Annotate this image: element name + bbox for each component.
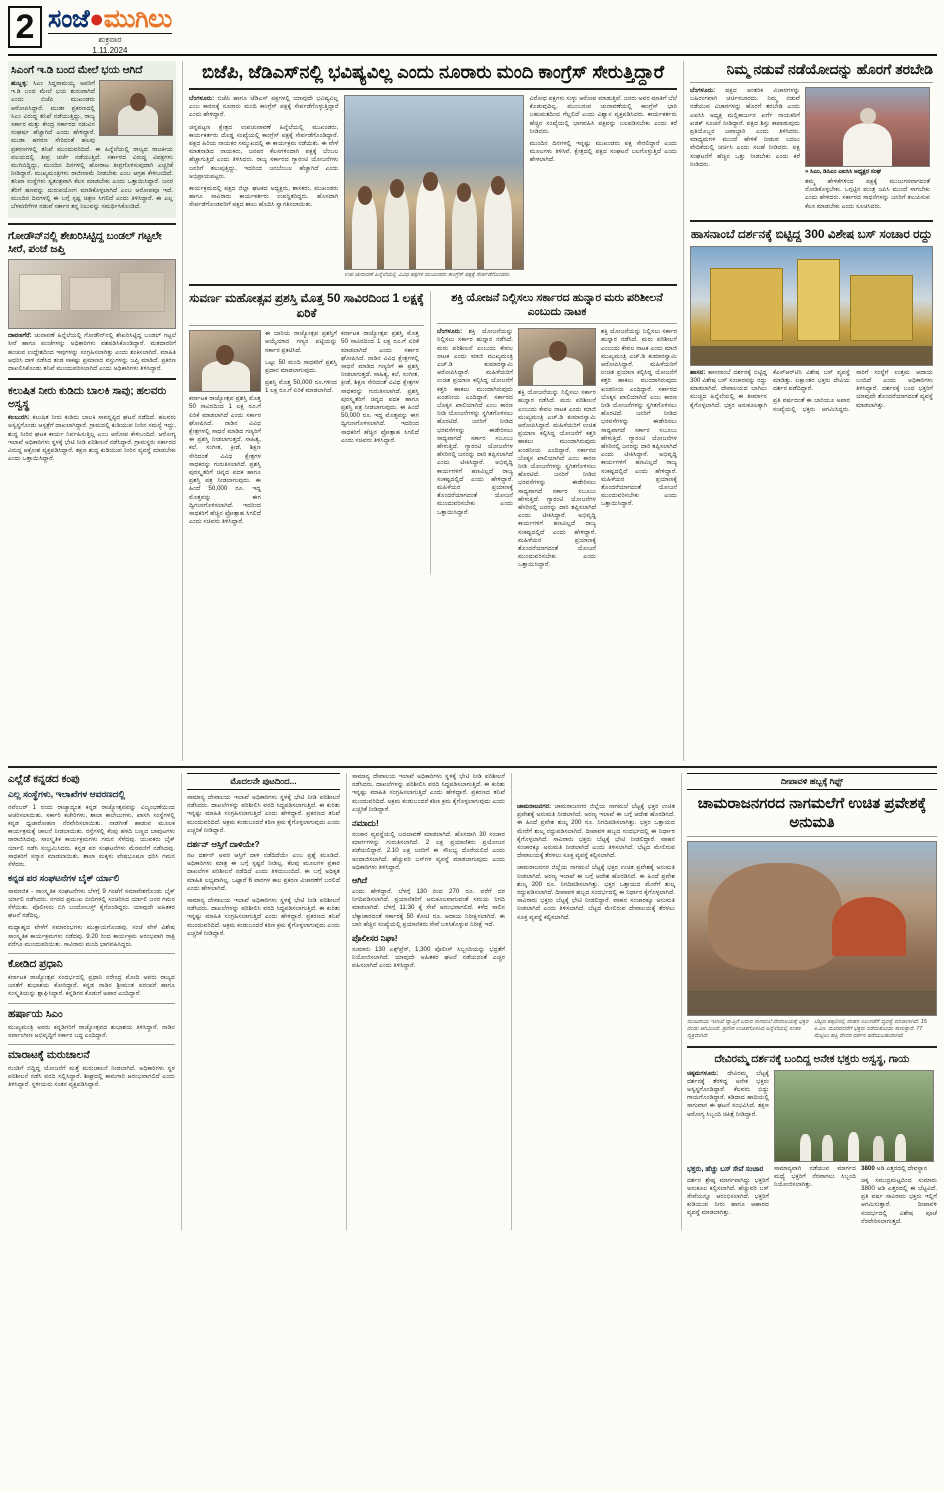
story-ed-fear-body: ಹುಬ್ಬಳ್ಳಿ: ಸಿಎಂ ಸಿದ್ದರಾಮಯ್ಯ ಅವರಿಗೆ ಇ.ಡಿ ಬಂದ ಮೇಲೆ ಭಯ ಶುರುವಾಗಿದೆ ಎಂದು ಬಿಜೆಪಿ ಮುಖಂಡರು ಆರೋಪಿಸಿದ್ದಾರೆ. ಮುಡಾ ಪ್ರಕರಣದಲ್ಲಿ ಸಿಎಂ ವಿರುದ್ಧ ತನಿಖೆ ನಡೆಯುತ್ತಿದ್ದು, ರಾಜ್ಯ ಸರ್ಕಾರ ಮತ್ತು ಕೇಂದ್ರ ಸರ್ಕಾರದ ನಡುವಿನ ಸಂಘರ್ಷ ಹೆಚ್ಚಾಗಿದೆ ಎಂದು ಹೇಳಿದ್ದಾರೆ. ಮುಡಾ ಹಗರಣ ಸೇರಿದಂತೆ ಹಲವು ಪ್ರಕರಣಗಳಲ್ಲಿ ತನಿಖೆ ಮುಂದುವರಿದಿದೆ. ಈ ಹಿನ್ನೆಲೆಯಲ್ಲಿ ರಾಜ್ಯದ ರಾಜಕೀಯ ವಲಯದಲ್ಲಿ ತೀವ್ರ ಚರ್ಚೆ ನಡೆಯುತ್ತಿದೆ. ಸರ್ಕಾರದ ವಿರುದ್ಧ ವಿಪಕ್ಷಗಳು ಮುಗಿಬಿದ್ದಿದ್ದು, ಮುಂದಿನ ದಿನಗಳಲ್ಲಿ ಹೋರಾಟ ತೀವ್ರಗೊಳಿಸುವುದಾಗಿ ಎಚ್ಚರಿಕೆ ನೀಡಿದ್ದಾರೆ. ಮುಖ್ಯಮಂತ್ರಿಗಳು ರಾಜೀನಾಮೆ ನೀಡಬೇಕು ಎಂಬ ಆಗ್ರಹ ಕೇಳಿಬಂದಿದೆ. ತನಿಖಾ ಸಂಸ್ಥೆಗಳು ಸ್ವತಂತ್ರವಾಗಿ ಕೆಲಸ ಮಾಡಬೇಕು ಎಂದು ಒತ್ತಾಯಿಸಿದ್ದಾರೆ. ಜನರ ತೆರಿಗೆ ಹಣವನ್ನು ದುರುಪಯೋಗ ಮಾಡಿಕೊಳ್ಳಲಾಗಿದೆ ಎಂಬ ಆರೋಪವೂ ಇದೆ. ಮುಂದಿನ ದಿನಗಳಲ್ಲಿ ಈ ಬಗ್ಗೆ ಸ್ಪಷ್ಟ ಚಿತ್ರಣ ಸಿಗಲಿದೆ ಎಂದು ತಿಳಿಸಿದ್ದಾರೆ. ಈ ಎಲ್ಲ ಬೆಳವಣಿಗೆಗಳ ನಡುವೆ ಸರ್ಕಾರ ತನ್ನ ನಿಲುವನ್ನು ಸಮರ್ಥಿಸಿಕೊಂಡಿದೆ. [11,80,173,211]
story-nimma-photo [805,87,930,167]
story-devi-body: ಚಿಕ್ಕಮಗಳೂರು: ದೇವಿರಮ್ಮ ಬೆಟ್ಟಕ್ಕೆ ದರ್ಶನಕ್ಕೆ ತೆರಳಿದ್ದ ಅನೇಕ ಭಕ್ತರು ಅಸ್ವಸ್ಥಗೊಂಡಿದ್ದಾರೆ. ಕೆಲವರು ಬಿದ್ದು ಗಾಯಗೊಂಡಿದ್ದಾರೆ. ಕಡಿದಾದ ಹಾದಿಯಲ್ಲಿ ಸಾಗುವಾಗ ಈ ಘಟನೆ ಸಂಭವಿಸಿದೆ. ತಕ್ಷಣ ಆರೋಗ್ಯ ಸಿಬ್ಬಂದಿ ಚಿಕಿತ್ಸೆ ನೀಡಿದ್ದಾರೆ. [687,1069,769,1118]
story-godown-seizure [8,230,176,373]
story-kannada-body: ನವೆಂಬರ್ 1 ರಂದು ರಾಜ್ಯಾದ್ಯಂತ ಕನ್ನಡ ರಾಜ್ಯೋತ್ಸವವನ್ನು ವಿಜೃಂಭಣೆಯಿಂದ ಆಚರಿಸಲಾಯಿತು. ಸರ್ಕಾರಿ ಕಚೇರಿಗಳು, ಶಾಲಾ ಕಾಲೇಜುಗಳು, ಖಾಸಗಿ ಸಂಸ್ಥೆಗಳಲ್ಲಿ ಕನ್ನಡ ಧ್ವಜಾರೋಹಣ ನೆರವೇರಿಸಲಾಯಿತು. ನಾಡಗೀತೆ ಹಾಡುವ ಮೂಲಕ ಕಾರ್ಯಕ್ರಮಕ್ಕೆ ಚಾಲನೆ ನೀಡಲಾಯಿತು. ರಸ್ತೆಗಳಲ್ಲಿ ಕೆಂಪು ಹಳದಿ ಬಣ್ಣದ ಬಾವುಟಗಳು ರಾರಾಜಿಸಿದವು. ಸಾಂಸ್ಕೃತಿಕ ಕಾರ್ಯಕ್ರಮಗಳು ಗಮನ ಸೆಳೆದವು. ಯುವಕರು ಬೈಕ್ ರ್ಯಾಲಿ ನಡೆಸಿ ಸಂಭ್ರಮಿಸಿದರು. ಕನ್ನಡ ಪರ ಸಂಘಟನೆಗಳು ಮೆರವಣಿಗೆ ನಡೆಸಿದವು. ಸಾಧಕರಿಗೆ ಸನ್ಮಾನ ಮಾಡಲಾಯಿತು. ಶಾಲಾ ಮಕ್ಕಳು ವೇಷಭೂಷಣ ಧರಿಸಿ ಗಮನ ಸೆಳೆದರು. [8,803,175,868]
story-chamaraja-headline: ಚಾಮರಾಜನಗರದ ನಾಗಮಲೆಗೆ ಉಚಿತ ಪ್ರವೇಶಕ್ಕೆ ಅನುಮತಿ [697,795,927,831]
story-shakti-headline: ಶಕ್ತಿ ಯೋಜನೆ ನಿಲ್ಲಿಸಲು ಸರ್ಕಾರದ ಹುನ್ನಾರ ಮರು ಪರಿಶೀಲನೆ ಎಂಬುದು ನಾಟಕ [451,292,663,319]
main-column [182,61,677,761]
story-nimma-body: ಬೆಂಗಳೂರು: ಪಕ್ಷದ ಆಂತರಿಕ ವಿಚಾರಗಳನ್ನು ಬಹಿರಂಗವಾಗಿ ಚರ್ಚಿಸಬಾರದು. ನಿಮ್ಮ ನಡುವೆ ನಡೆಯುವ ವಿಚಾರಗಳನ್ನು ಹೊರಗೆ ತರಬೇಡಿ ಎಂದು ಎಐಸಿಸಿ ಅಧ್ಯಕ್ಷ ಮಲ್ಲಿಕಾರ್ಜುನ ಖರ್ಗೆ ನಾಯಕರಿಗೆ ಖಡಕ್ ಸೂಚನೆ ನೀಡಿದ್ದಾರೆ. ಪಕ್ಷದ ಶಿಸ್ತು ಕಾಪಾಡುವುದು ಪ್ರತಿಯೊಬ್ಬರ ಜವಾಬ್ದಾರಿ ಎಂದು ತಿಳಿಸಿದರು. ಮಾಧ್ಯಮಗಳ ಮುಂದೆ ಹೇಳಿಕೆ ನೀಡುವ ಬದಲು ವೇದಿಕೆಯಲ್ಲಿ ಚರ್ಚಿಸಿ ಎಂದು ಸಲಹೆ ನೀಡಿದರು. ಪಕ್ಷ ಸಂಘಟನೆಗೆ ಹೆಚ್ಚಿನ ಒತ್ತು ನೀಡಬೇಕು ಎಂದು ಕರೆ ನೀಡಿದರು. [690,87,800,168]
publication-logo: ಸಂಜೆ●ಮುಗಿಲು [48,5,172,33]
story-devi-headline: ದೇವಿರಮ್ಮ ದರ್ಶನಕ್ಕೆ ಬಂದಿದ್ದ ಅನೇಕ ಭಕ್ತರು ಅಸ್ವಸ್ಥ, ಗಾಯ [714,1052,910,1065]
masthead-date: 1.11.2024 [92,46,128,55]
story-kannada-body2: ಸಾಮಾಜಿಕ - ಸಾಂಸ್ಕೃತಿಕ ಸಂಘಟನೆಗಳು ಬೆಳಗ್ಗೆ 9 ಗಂಟೆಗೆ ಸಮಾವೇಶಗೊಂಡು ಬೈಕ್ ರ್ಯಾಲಿ ನಡೆಸಿದರು. ನಗರದ ಪ್ರಮುಖ ಬೀದಿಗಳಲ್ಲಿ ಸಂಚರಿಸಿದ ರ್ಯಾಲಿ ಜನರ ಗಮನ ಸೆಳೆಯಿತು. ಪೊಲೀಸರು ಬಿಗಿ ಬಂದೋಬಸ್ತ್ ಕೈಗೊಂಡಿದ್ದರು. ಯಾವುದೇ ಅಹಿತಕರ ಘಟನೆ ನಡೆದಿಲ್ಲ. ಮಧ್ಯಾಹ್ನದ ವೇಳೆಗೆ ಸಮಾರಂಭಗಳು ಮುಕ್ತಾಯಗೊಂಡವು. ಸಂಜೆ ವೇಳೆ ವಿಶೇಷ ಸಾಂಸ್ಕೃತಿಕ ಕಾರ್ಯಕ್ರಮಗಳು ನಡೆದವು. 9.20 ರಿಂದ ಕಾರ್ಯಕ್ರಮ ಆರಂಭವಾಗಿ ರಾತ್ರಿ ವರೆಗೂ ಮುಂದುವರಿಯಿತು. ಸಾವಿರಾರು ಮಂದಿ ಭಾಗವಹಿಸಿದ್ದರು. [8,887,175,948]
story-chamaraja-photo [687,841,937,1016]
story-suvarna-sidelist: ಈ ಬಾರಿಯ ರಾಜ್ಯೋತ್ಸವ ಪ್ರಶಸ್ತಿಗೆ ಆಯ್ಕೆಯಾದ ಗಣ್ಯರ ಪಟ್ಟಿಯನ್ನು ಸರ್ಕಾರ ಪ್ರಕಟಿಸಿದೆ. ಒಟ್ಟು 50 ಮಂದಿ ಸಾಧಕರಿಗೆ ಪ್ರಶಸ್ತಿ ಪ್ರದಾನ ಮಾಡಲಾಗುವುದು. ಪ್ರಶಸ್ತಿ ಮೊತ್ತ 50,000 ರೂ.ಗಳಿಂದ 1 ಲಕ್ಷ ರೂ.ಗೆ ಏರಿಕೆ ಮಾಡಲಾಗಿದೆ. [265,330,337,395]
kicker-diwali-gift: ದೀಪಾವಳಿ ಹಬ್ಬಕ್ಕೆ ಗಿಫ್ಟ್ [687,773,937,790]
story-hasanambe-body: ಹಾಸನ: ಹಾಸನಾಂಬೆ ದರ್ಶನಕ್ಕೆ ಬಿಟ್ಟಿದ್ದ 300 ವಿಶೇಷ ಬಸ್ ಸಂಚಾರವನ್ನು ರದ್ದು ಮಾಡಲಾಗಿದೆ. ದೇವಾಲಯದ ಬಾಗಿಲು ಮುಚ್ಚಿದ ಹಿನ್ನೆಲೆಯಲ್ಲಿ ಈ ತೀರ್ಮಾನ ಕೈಗೊಳ್ಳಲಾಗಿದೆ. ಭಕ್ತರ ಅನುಕೂಲಕ್ಕಾಗಿ ಕೆಎಸ್ಆರ್‌ಟಿಸಿ ವಿಶೇಷ ಬಸ್ ವ್ಯವಸ್ಥೆ ಮಾಡಿತ್ತು. ಲಕ್ಷಾಂತರ ಭಕ್ತರು ದೇವಿಯ ದರ್ಶನ ಪಡೆದಿದ್ದಾರೆ. ಪ್ರತಿ ವರ್ಷದಂತೆ ಈ ಬಾರಿಯೂ ಅಪಾರ ಸಂಖ್ಯೆಯಲ್ಲಿ ಭಕ್ತರು ಆಗಮಿಸಿದ್ದರು. ಸಾರಿಗೆ ಸಂಸ್ಥೆಗೆ ಉತ್ತಮ ಆದಾಯ ಬಂದಿದೆ ಎಂದು ಅಧಿಕಾರಿಗಳು ತಿಳಿಸಿದ್ದಾರೆ. ದರ್ಶನಕ್ಕೆ ಬಂದ ಭಕ್ತರಿಗೆ ಯಾವುದೇ ತೊಂದರೆಯಾಗದಂತೆ ವ್ಯವಸ್ಥೆ ಮಾಡಲಾಗಿತ್ತು. [690,368,933,413]
col-namadu-sub1: ಆಗಿದೆ [351,876,368,886]
logo-word-2: ಮುಗಿಲು [103,5,172,33]
story-pm-headline: ಕೋಡಿದ ಪ್ರಧಾನಿ [8,958,63,971]
story-devi-photo [774,1070,934,1162]
main-body-left: ಬೆಂಗಳೂರು: ಬಿಜೆಪಿ ಹಾಗೂ ಜೆಡಿಎಸ್ ಪಕ್ಷಗಳಲ್ಲಿ ಯಾವುದೇ ಭವಿಷ್ಯವಿಲ್ಲ ಎಂಬ ಕಾರಣಕ್ಕೆ ನೂರಾರು ಮಂದಿ ಕಾಂಗ್ರೆಸ್ ಪಕ್ಷಕ್ಕೆ ಸೇರ್ಪಡೆಗೊಳ್ಳುತ್ತಿದ್ದಾರೆ ಎಂದು ಹೇಳಿದ್ದಾರೆ. ಚನ್ನಪಟ್ಟಣ ಕ್ಷೇತ್ರದ ಉಪಚುನಾವಣೆ ಹಿನ್ನೆಲೆಯಲ್ಲಿ ಮುಖಂಡರು, ಕಾರ್ಯಕರ್ತರು ದೊಡ್ಡ ಸಂಖ್ಯೆಯಲ್ಲಿ ಕಾಂಗ್ರೆಸ್ ಪಕ್ಷಕ್ಕೆ ಸೇರ್ಪಡೆಗೊಂಡಿದ್ದಾರೆ. ಪಕ್ಷದ ಹಿರಿಯ ನಾಯಕರ ಸಮ್ಮುಖದಲ್ಲಿ ಈ ಕಾರ್ಯಕ್ರಮ ನಡೆಯಿತು. ಈ ವೇಳೆ ಮಾತನಾಡಿದ ನಾಯಕರು, ಜನಪರ ಕೆಲಸಗಳಿಂದಾಗಿ ಪಕ್ಷಕ್ಕೆ ಬೆಂಬಲ ಹೆಚ್ಚಾಗುತ್ತಿದೆ ಎಂದು ತಿಳಿಸಿದರು. ರಾಜ್ಯ ಸರ್ಕಾರದ ಗ್ಯಾರಂಟಿ ಯೋಜನೆಗಳು ಜನರಿಗೆ ತಲುಪುತ್ತಿದ್ದು, ಇದರಿಂದ ಜನಬೆಂಬಲ ಹೆಚ್ಚಾಗಿದೆ ಎಂದು ಅಭಿಪ್ರಾಯಪಟ್ಟರು. ಕಾರ್ಯಕ್ರಮದಲ್ಲಿ ಪಕ್ಷದ ಜಿಲ್ಲಾ ಘಟಕದ ಅಧ್ಯಕ್ಷರು, ಶಾಸಕರು, ಮುಖಂಡರು ಹಾಗೂ ಸಾವಿರಾರು ಕಾರ್ಯಕರ್ತರು ಉಪಸ್ಥಿತರಿದ್ದರು. ಹೊಸದಾಗಿ ಸೇರ್ಪಡೆಗೊಂಡವರಿಗೆ ಪಕ್ಷದ ಶಾಲು ಹೊದಿಸಿ ಸ್ವಾಗತಿಸಲಾಯಿತು. [189,95,339,209]
story-suvarna-award [189,291,424,573]
story-shakti-photo [518,328,596,386]
masthead-logo-block [48,6,172,56]
story-suvarna-body: ಕರ್ನಾಟಕ ರಾಜ್ಯೋತ್ಸವ ಪ್ರಶಸ್ತಿ ಮೊತ್ತ 50 ಸಾವಿರದಿಂದ 1 ಲಕ್ಷ ರೂ.ಗೆ ಏರಿಕೆ ಮಾಡಲಾಗಿದೆ ಎಂದು ಸರ್ಕಾರ ಘೋಷಿಸಿದೆ. ನಾಡಿನ ವಿವಿಧ ಕ್ಷೇತ್ರಗಳಲ್ಲಿ ಸಾಧನೆ ಮಾಡಿದ ಗಣ್ಯರಿಗೆ ಈ ಪ್ರಶಸ್ತಿ ನೀಡಲಾಗುತ್ತದೆ. ಸಾಹಿತ್ಯ, ಕಲೆ, ಸಂಗೀತ, ಕ್ರೀಡೆ, ಶಿಕ್ಷಣ ಸೇರಿದಂತೆ ವಿವಿಧ ಕ್ಷೇತ್ರಗಳ ಸಾಧಕರನ್ನು ಗುರುತಿಸಲಾಗಿದೆ. ಪ್ರಶಸ್ತಿ ಪುರಸ್ಕೃತರಿಗೆ ಚಿನ್ನದ ಪದಕ ಹಾಗೂ ಪ್ರಶಸ್ತಿ ಪತ್ರ ನೀಡಲಾಗುವುದು. ಈ ಹಿಂದೆ 50,000 ರೂ. ಇದ್ದ ಮೊತ್ತವನ್ನು ಈಗ ದ್ವಿಗುಣಗೊಳಿಸಲಾಗಿದೆ. ಇದರಿಂದ ಸಾಧಕರಿಗೆ ಹೆಚ್ಚಿನ ಪ್ರೋತ್ಸಾಹ ಸಿಗಲಿದೆ ಎಂದು ಸಚಿವರು ತಿಳಿಸಿದ್ದಾರೆ. [189,395,261,526]
story-hasanambe-photo [690,246,933,366]
story-godown-photo [8,259,176,329]
story-chamaraja-body-col: ಚಾಮರಾಜನಗರ: ಚಾಮರಾಜನಗರ ಜಿಲ್ಲೆಯ ನಾಗಮಲೆ ಬೆಟ್ಟಕ್ಕೆ ಭಕ್ತರ ಉಚಿತ ಪ್ರವೇಶಕ್ಕೆ ಅನುಮತಿ ನೀಡಲಾಗಿದೆ. ಅರಣ್ಯ ಇಲಾಖೆ ಈ ಬಗ್ಗೆ ಆದೇಶ ಹೊರಡಿಸಿದೆ. ಈ ಹಿಂದೆ ಪ್ರವೇಶ ಶುಲ್ಕ 200 ರೂ. ನಿಗದಿಪಡಿಸಲಾಗಿತ್ತು. ಭಕ್ತರ ಒತ್ತಾಯದ ಮೇರೆಗೆ ಶುಲ್ಕ ರದ್ದುಪಡಿಸಲಾಗಿದೆ. ದೀಪಾವಳಿ ಹಬ್ಬದ ಸಂದರ್ಭದಲ್ಲಿ ಈ ನಿರ್ಧಾರ ಕೈಗೊಳ್ಳಲಾಗಿದೆ. ಸಾವಿರಾರು ಭಕ್ತರು ಬೆಟ್ಟಕ್ಕೆ ಭೇಟಿ ನೀಡಲಿದ್ದಾರೆ. ವಾಹನ ಸಂಚಾರಕ್ಕೂ ಅನುಮತಿ ನೀಡಲಾಗಿದೆ ಎಂದು ತಿಳಿಸಲಾಗಿದೆ. ಬೆಟ್ಟದ ಮೇಲಿರುವ ದೇವಾಲಯಕ್ಕೆ ತೆರಳಲು ಸೂಕ್ತ ವ್ಯವಸ್ಥೆ ಕಲ್ಪಿಸಲಾಗಿದೆ. ಚಾಮರಾಜನಗರ ಜಿಲ್ಲೆಯ ನಾಗಮಲೆ ಬೆಟ್ಟಕ್ಕೆ ಭಕ್ತರ ಉಚಿತ ಪ್ರವೇಶಕ್ಕೆ ಅನುಮತಿ ನೀಡಲಾಗಿದೆ. ಅರಣ್ಯ ಇಲಾಖೆ ಈ ಬಗ್ಗೆ ಆದೇಶ ಹೊರಡಿಸಿದೆ. ಈ ಹಿಂದೆ ಪ್ರವೇಶ ಶುಲ್ಕ 200 ರೂ. ನಿಗದಿಪಡಿಸಲಾಗಿತ್ತು. ಭಕ್ತರ ಒತ್ತಾಯದ ಮೇರೆಗೆ ಶುಲ್ಕ ರದ್ದುಪಡಿಸಲಾಗಿದೆ. ದೀಪಾವಳಿ ಹಬ್ಬದ ಸಂದರ್ಭದಲ್ಲಿ ಈ ನಿರ್ಧಾರ ಕೈಗೊಳ್ಳಲಾಗಿದೆ. ಸಾವಿರಾರು ಭಕ್ತರು ಬೆಟ್ಟಕ್ಕೆ ಭೇಟಿ ನೀಡಲಿದ್ದಾರೆ. ವಾಹನ ಸಂಚಾರಕ್ಕೂ ಅನುಮತಿ ನೀಡಲಾಗಿದೆ ಎಂದು ತಿಳಿಸಲಾಗಿದೆ. ಬೆಟ್ಟದ ಮೇಲಿರುವ ದೇವಾಲಯಕ್ಕೆ ತೆರಳಲು ಸೂಕ್ತ ವ್ಯವಸ್ಥೆ ಕಲ್ಪಿಸಲಾಗಿದೆ. [517,803,675,921]
story-devi-body2: ದರ್ಶನ ಶ್ರೇಷ್ಠ ಮಾರ್ಗವಾಗಿದ್ದು ಭಕ್ತರಿಗೆ ಅನುಕೂಲ ಕಲ್ಪಿಸಲಾಗಿದೆ. ಹೆಚ್ಚುವರಿ ಬಸ್ ಸೇವೆಯನ್ನೂ ಆರಂಭಿಸಲಾಗಿದೆ. ಭಕ್ತರಿಗೆ ಕುಡಿಯುವ ನೀರು ಹಾಗೂ ಆಹಾರದ ವ್ಯವಸ್ಥೆ ಮಾಡಲಾಗಿತ್ತು. [687,1176,769,1217]
story-kannada-headline: ಎಲ್ಲೆಡೆ ಕನ್ನಡದ ಕಂಪು [8,773,80,785]
story-devi-subhead: ಭಕ್ತರು, ಹೆಚ್ಚು ಬಸ್ ಸೇವೆ ಸಂಚಾರ [687,1165,764,1173]
main-photo [344,95,523,270]
bottom-col-darshan [181,773,340,1230]
story-nimma-naduve [690,61,933,215]
logo-word-1: ಸಂಜೆ [48,5,90,33]
col-namadu-sub2: ಪೊಲೀಸರ ನಿಘಾ! [351,933,398,944]
story-suvarna-body-cont: ಕರ್ನಾಟಕ ರಾಜ್ಯೋತ್ಸವ ಪ್ರಶಸ್ತಿ ಮೊತ್ತ 50 ಸಾವಿರದಿಂದ 1 ಲಕ್ಷ ರೂ.ಗೆ ಏರಿಕೆ ಮಾಡಲಾಗಿದೆ ಎಂದು ಸರ್ಕಾರ ಘೋಷಿಸಿದೆ. ನಾಡಿನ ವಿವಿಧ ಕ್ಷೇತ್ರಗಳಲ್ಲಿ ಸಾಧನೆ ಮಾಡಿದ ಗಣ್ಯರಿಗೆ ಈ ಪ್ರಶಸ್ತಿ ನೀಡಲಾಗುತ್ತದೆ. ಸಾಹಿತ್ಯ, ಕಲೆ, ಸಂಗೀತ, ಕ್ರೀಡೆ, ಶಿಕ್ಷಣ ಸೇರಿದಂತೆ ವಿವಿಧ ಕ್ಷೇತ್ರಗಳ ಸಾಧಕರನ್ನು ಗುರುತಿಸಲಾಗಿದೆ. ಪ್ರಶಸ್ತಿ ಪುರಸ್ಕೃತರಿಗೆ ಚಿನ್ನದ ಪದಕ ಹಾಗೂ ಪ್ರಶಸ್ತಿ ಪತ್ರ ನೀಡಲಾಗುವುದು. ಈ ಹಿಂದೆ 50,000 ರೂ. ಇದ್ದ ಮೊತ್ತವನ್ನು ಈಗ ದ್ವಿಗುಣಗೊಳಿಸಲಾಗಿದೆ. ಇದರಿಂದ ಸಾಧಕರಿಗೆ ಹೆಚ್ಚಿನ ಪ್ರೋತ್ಸಾಹ ಸಿಗಲಿದೆ ಎಂದು ಸಚಿವರು ತಿಳಿಸಿದ್ದಾರೆ. [341,330,419,444]
story-water-body: ಕಲಬುರಗಿ: ಕಲುಷಿತ ನೀರು ಕುಡಿದು ಬಾಲಕಿ ಸಾವನ್ನಪ್ಪಿದ ಘಟನೆ ನಡೆದಿದೆ. ಹಲವರು ಅಸ್ವಸ್ಥಗೊಂಡು ಆಸ್ಪತ್ರೆಗೆ ದಾಖಲಾಗಿದ್ದಾರೆ. ಗ್ರಾಮದಲ್ಲಿ ಕುಡಿಯುವ ನೀರಿನ ಸಮಸ್ಯೆ ಇದ್ದು, ಶುದ್ಧ ನೀರಿನ ಘಟಕ ಕಾರ್ಯ ನಿರ್ವಹಿಸುತ್ತಿಲ್ಲ ಎಂಬ ಆರೋಪ ಕೇಳಿಬಂದಿದೆ. ಆರೋಗ್ಯ ಇಲಾಖೆ ಅಧಿಕಾರಿಗಳು ಸ್ಥಳಕ್ಕೆ ಭೇಟಿ ನೀಡಿ ಪರಿಶೀಲನೆ ನಡೆಸಿದ್ದಾರೆ. ಗ್ರಾಮಸ್ಥರು ಸರ್ಕಾರದ ವಿರುದ್ಧ ಆಕ್ರೋಶ ವ್ಯಕ್ತಪಡಿಸಿದ್ದಾರೆ. ತಕ್ಷಣ ಶುದ್ಧ ಕುಡಿಯುವ ನೀರಿನ ವ್ಯವಸ್ಥೆ ಮಾಡಬೇಕು ಎಂದು ಒತ್ತಾಯಿಸಿದ್ದಾರೆ. [8,414,176,463]
story-shakti-body-b: ಶಕ್ತಿ ಯೋಜನೆಯನ್ನು ನಿಲ್ಲಿಸಲು ಸರ್ಕಾರ ಹುನ್ನಾರ ನಡೆಸಿದೆ. ಮರು ಪರಿಶೀಲನೆ ಎಂಬುದು ಕೇವಲ ನಾಟಕ ಎಂದು ಮಾಜಿ ಮುಖ್ಯಮಂತ್ರಿ ಎಚ್.ಡಿ ಕುಮಾರಸ್ವಾಮಿ ಆರೋಪಿಸಿದ್ದಾರೆ. ಮಹಿಳೆಯರಿಗೆ ಉಚಿತ ಪ್ರಯಾಣ ಕಲ್ಪಿಸಿದ್ದ ಯೋಜನೆಗೆ ಕತ್ತರಿ ಹಾಕಲು ಮುಂದಾಗಿರುವುದು ಖಂಡನೀಯ ಎಂದಿದ್ದಾರೆ. ಸರ್ಕಾರದ ಬೊಕ್ಕಸ ಖಾಲಿಯಾಗಿದೆ ಎಂಬ ಕಾರಣ ನೀಡಿ ಯೋಜನೆಗಳನ್ನು ಸ್ಥಗಿತಗೊಳಿಸಲು ಹೊರಟಿದೆ. ಜನರಿಗೆ ನೀಡಿದ ಭರವಸೆಗಳನ್ನು ಈಡೇರಿಸಲು ಸಾಧ್ಯವಾಗದೆ ಸರ್ಕಾರ ಸಬೂಬು ಹೇಳುತ್ತಿದೆ. ಗ್ಯಾರಂಟಿ ಯೋಜನೆಗಳ ಹೆಸರಿನಲ್ಲಿ ಜನರನ್ನು ದಾರಿ ತಪ್ಪಿಸಲಾಗಿದೆ ಎಂದು ಟೀಕಿಸಿದ್ದಾರೆ. ಅಭಿವೃದ್ಧಿ ಕಾರ್ಯಗಳಿಗೆ ಹಣವಿಲ್ಲದೆ ರಾಜ್ಯ ಸಂಕಷ್ಟದಲ್ಲಿದೆ ಎಂದು ಹೇಳಿದ್ದಾರೆ. ಮಹಿಳೆಯರ ಪ್ರಯಾಣಕ್ಕೆ ತೊಂದರೆಯಾಗದಂತೆ ಯೋಜನೆ ಮುಂದುವರಿಸಬೇಕು ಎಂದು ಒತ್ತಾಯಿಸಿದ್ದಾರೆ. [518,389,596,569]
col-namadu-body: ಸಂಚಾರ ವ್ಯವಸ್ಥೆಯಲ್ಲಿ ಬದಲಾವಣೆ ಮಾಡಲಾಗಿದೆ. ಹೊಸದಾಗಿ 30 ಸಂಚಾರ ಮಾರ್ಗಗಳನ್ನು ಗುರುತಿಸಲಾಗಿದೆ. 2 ಲಕ್ಷ ಪ್ರಯಾಣಿಕರು ಪ್ರಯೋಜನ ಪಡೆಯಲಿದ್ದಾರೆ. 2.10 ಲಕ್ಷ ಜನರಿಗೆ ಈ ಸೌಲಭ್ಯ ದೊರೆಯಲಿದೆ ಎಂದು ಅಂದಾಜಿಸಲಾಗಿದೆ. ಹೆಚ್ಚುವರಿ ಬಸ್‌ಗಳ ವ್ಯವಸ್ಥೆ ಮಾಡಲಾಗುವುದು ಎಂದು ಅಧಿಕಾರಿಗಳು ತಿಳಿಸಿದ್ದಾರೆ. [351,831,505,871]
story-hasanambe-headline: ಹಾಸನಾಂಬೆ ದರ್ಶನಕ್ಕೆ ಬಿಟ್ಟಿದ್ದ 300 ವಿಶೇಷ ಬಸ್ ಸಂಚಾರ ರದ್ದು [690,226,933,241]
masthead-day: ಶುಕ್ರವಾರ [98,35,122,44]
bottom-zone [8,773,937,1230]
story-shakti-body-c: ಶಕ್ತಿ ಯೋಜನೆಯನ್ನು ನಿಲ್ಲಿಸಲು ಸರ್ಕಾರ ಹುನ್ನಾರ ನಡೆಸಿದೆ. ಮರು ಪರಿಶೀಲನೆ ಎಂಬುದು ಕೇವಲ ನಾಟಕ ಎಂದು ಮಾಜಿ ಮುಖ್ಯಮಂತ್ರಿ ಎಚ್.ಡಿ ಕುಮಾರಸ್ವಾಮಿ ಆರೋಪಿಸಿದ್ದಾರೆ. ಮಹಿಳೆಯರಿಗೆ ಉಚಿತ ಪ್ರಯಾಣ ಕಲ್ಪಿಸಿದ್ದ ಯೋಜನೆಗೆ ಕತ್ತರಿ ಹಾಕಲು ಮುಂದಾಗಿರುವುದು ಖಂಡನೀಯ ಎಂದಿದ್ದಾರೆ. ಸರ್ಕಾರದ ಬೊಕ್ಕಸ ಖಾಲಿಯಾಗಿದೆ ಎಂಬ ಕಾರಣ ನೀಡಿ ಯೋಜನೆಗಳನ್ನು ಸ್ಥಗಿತಗೊಳಿಸಲು ಹೊರಟಿದೆ. ಜನರಿಗೆ ನೀಡಿದ ಭರವಸೆಗಳನ್ನು ಈಡೇರಿಸಲು ಸಾಧ್ಯವಾಗದೆ ಸರ್ಕಾರ ಸಬೂಬು ಹೇಳುತ್ತಿದೆ. ಗ್ಯಾರಂಟಿ ಯೋಜನೆಗಳ ಹೆಸರಿನಲ್ಲಿ ಜನರನ್ನು ದಾರಿ ತಪ್ಪಿಸಲಾಗಿದೆ ಎಂದು ಟೀಕಿಸಿದ್ದಾರೆ. ಅಭಿವೃದ್ಧಿ ಕಾರ್ಯಗಳಿಗೆ ಹಣವಿಲ್ಲದೆ ರಾಜ್ಯ ಸಂಕಷ್ಟದಲ್ಲಿದೆ ಎಂದು ಹೇಳಿದ್ದಾರೆ. ಮಹಿಳೆಯರ ಪ್ರಯಾಣಕ್ಕೆ ತೊಂದರೆಯಾಗದಂತೆ ಯೋಜನೆ ಮುಂದುವರಿಸಬೇಕು ಎಂದು ಒತ್ತಾಯಿಸಿದ್ದಾರೆ. [601,328,677,508]
story-shakti-scheme [430,291,677,573]
bottom-col-chamaraja-text [511,773,675,1230]
bottom-col-chamaraja [681,773,937,1230]
bottom-col-kannada [8,773,175,1230]
story-nimma-headline: ನಿಮ್ಮ ನಡುವೆ ನಡೆಯೋದನ್ನು ಹೊರಗೆ ತರಬೇಡಿ [726,61,933,77]
main-body-right: ವಿರೋಧ ಪಕ್ಷಗಳು ಸುಳ್ಳು ಆರೋಪ ಮಾಡುತ್ತಿವೆ. ಜನರು ಅವರ ಮಾತಿಗೆ ಬೆಲೆ ಕೊಡುವುದಿಲ್ಲ. ಮುಂಬರುವ ಚುನಾವಣೆಯಲ್ಲಿ ಕಾಂಗ್ರೆಸ್ ಭಾರಿ ಬಹುಮತದಿಂದ ಗೆಲ್ಲಲಿದೆ ಎಂದು ವಿಶ್ವಾಸ ವ್ಯಕ್ತಪಡಿಸಿದರು. ಕಾರ್ಯಕರ್ತರು ಹೆಚ್ಚಿನ ಸಂಖ್ಯೆಯಲ್ಲಿ ಭಾಗವಹಿಸಿ ಪಕ್ಷವನ್ನು ಬಲಪಡಿಸಬೇಕು ಎಂದು ಕರೆ ನೀಡಿದರು. ಮುಂದಿನ ದಿನಗಳಲ್ಲಿ ಇನ್ನಷ್ಟು ಮುಖಂಡರು ಪಕ್ಷ ಸೇರಲಿದ್ದಾರೆ ಎಂದು ಮೂಲಗಳು ತಿಳಿಸಿವೆ. ಕ್ಷೇತ್ರದಲ್ಲಿ ಪಕ್ಷದ ಸಂಘಟನೆ ಬಲಗೊಳ್ಳುತ್ತಿದೆ ಎಂದು ಹೇಳಲಾಗಿದೆ. [529,95,677,164]
story-ed-fear-headline: ಸಿಎಂಗೆ ಇ.ಡಿ ಬಂದ ಮೇಲೆ ಭಯ ಆಗಿದೆ [11,64,143,76]
story-ed-fear-photo [99,80,173,136]
masthead-rule [48,33,172,34]
story-suvarna-photo [189,330,261,392]
story-devi-footleft: ಸಾಮಾನ್ಯವಾಗಿ ನಡೆಯುವ ಮಾರ್ಗದ ಮಧ್ಯೆ ಭಕ್ತರಿಗೆ ನೆರವಾಗಲು ಸಿಬ್ಬಂದಿ ನಿಯೋಜಿಸಲಾಗಿತ್ತು. [774,1164,856,1189]
story-godown-headline: ಗೋಡೌನ್‌ನಲ್ಲಿ ಶೇಖರಿಸಿಟ್ಟಿದ್ದ ಬಂಡಲ್ ಗಟ್ಟಲೇ ಸೀರೆ, ಪಂಚೆ ಜಪ್ತಿ [8,230,162,256]
main-photo-caption: ಉಪ ಚುನಾವಣೆ ಹಿನ್ನೆಲೆಯಲ್ಲಿ ವಿವಿಧ ಪಕ್ಷಗಳ ಮುಖಂಡರು ಕಾಂಗ್ರೆಸ್ ಪಕ್ಷಕ್ಕೆ ಸೇರ್ಪಡೆಗೊಂಡರು. [344,272,511,278]
story-devi-body3: 3800 ಅಡಿ ಎತ್ತರದಲ್ಲಿ ದೇವಸ್ಥಾನ ಚಿಕ್ಕ ಸಮುದ್ರಮಟ್ಟದಿಂದ ಸುಮಾರು 3800 ಅಡಿ ಎತ್ತರದಲ್ಲಿ ಈ ಬೆಟ್ಟವಿದೆ. ಪ್ರತಿ ವರ್ಷ ಸಾವಿರಾರು ಭಕ್ತರು ಇಲ್ಲಿಗೆ ಆಗಮಿಸುತ್ತಾರೆ. ದೀಪಾವಳಿ ಸಂದರ್ಭದಲ್ಲಿ ವಿಶೇಷ ಪೂಜೆ ನೆರವೇರಿಸಲಾಗುತ್ತದೆ. [861,1164,937,1225]
left-column [8,61,176,761]
bottom-col-namadu [346,773,505,1230]
story-marata-body: ಗುಂಡಿಗೆ ಬಿದ್ದಿದ್ದ ಯೋಜನೆಗೆ ಮತ್ತೆ ಮರುಚಾಲನೆ ನೀಡಲಾಗಿದೆ. ಅಧಿಕಾರಿಗಳು ಸ್ಥಳ ಪರಿಶೀಲನೆ ನಡೆಸಿ ವರದಿ ಸಲ್ಲಿಸಿದ್ದಾರೆ. ಶೀಘ್ರದಲ್ಲಿ ಕಾಮಗಾರಿ ಆರಂಭವಾಗಲಿದೆ ಎಂದು ತಿಳಿಸಿದ್ದಾರೆ. ಸ್ಥಳೀಯರು ಸಂತಸ ವ್ಯಕ್ತಪಡಿಸಿದ್ದಾರೆ. [8,1065,175,1089]
story-chamaraja-caption-left: ಮುಜರಾಯಿ ಇಲಾಖೆ ವ್ಯಾಪ್ತಿಗೆ ಬರುವ ನಾಗಮಲೆ ದೇವಾಲಯಕ್ಕೆ ಭಕ್ತರ ದಂಡು ಆಗಮಿಸಿದೆ. ಪ್ರವೇಶ ಉಚಿತಗೊಳಿಸಿದ ಹಿನ್ನೆಲೆಯಲ್ಲಿ ಸಂತಸ ವ್ಯಕ್ತವಾಗಿದೆ. [687,1019,809,1040]
story-cm-headline: ಹರ್ಷಾಯ ಸಿಎಂ [8,1007,63,1020]
main-headline: ಬಿಜೆಪಿ, ಜೆಡಿಎಸ್‌ನಲ್ಲಿ ಭವಿಷ್ಯವಿಲ್ಲ ಎಂದು ನೂರಾರು ಮಂದಿ ಕಾಂಗ್ರೆಸ್ ಸೇರುತ್ತಿದ್ದಾರೆ [201,62,665,82]
story-water-headline: ಕಲುಷಿತ ನೀರು ಕುಡಿದು ಬಾಲಕಿ ಸಾವು; ಹಲವರು ಅಸ್ವಸ್ಥ [8,385,167,411]
story-godown-body: ದಾವಣಗೆರೆ: ಚುನಾವಣೆ ಹಿನ್ನೆಲೆಯಲ್ಲಿ ಗೋಡೌನ್‌ನಲ್ಲಿ ಶೇಖರಿಸಿಟ್ಟಿದ್ದ ಬಂಡಲ್ ಗಟ್ಟಲೆ ಸೀರೆ ಹಾಗೂ ಪಂಚೆಗಳನ್ನು ಅಧಿಕಾರಿಗಳು ವಶಪಡಿಸಿಕೊಂಡಿದ್ದಾರೆ. ಮತದಾರರಿಗೆ ಹಂಚುವ ಉದ್ದೇಶದಿಂದ ಇವುಗಳನ್ನು ಸಂಗ್ರಹಿಸಲಾಗಿತ್ತು ಎಂದು ಶಂಕಿಸಲಾಗಿದೆ. ಮಾಹಿತಿ ಆಧರಿಸಿ ದಾಳಿ ನಡೆಸಿದ ತಂಡ ಸಾಕಷ್ಟು ಪ್ರಮಾಣದ ವಸ್ತುಗಳನ್ನು ಜಪ್ತಿ ಮಾಡಿದೆ. ಪ್ರಕರಣ ದಾಖಲಿಸಿಕೊಂಡು ತನಿಖೆ ಮುಂದುವರಿಸಲಾಗಿದೆ ಎಂದು ಅಧಿಕಾರಿಗಳು ತಿಳಿಸಿದ್ದಾರೆ. [8,332,176,373]
story-kannada-sub2: ಕನ್ನಡ ಪರ ಸಂಘಟನೆಗಳ ಬೈಕ್ ರ್ಯಾಲಿ [8,873,120,884]
story-ed-fear [8,61,176,218]
story-nimma-caption: » ಸಿಎಂ, ಡಿಸಿಎಂ ಎಐಸಿಸಿ ಅಧ್ಯಕ್ಷರ ಸಂಘ [805,169,882,175]
story-chamaraja-caption-right: ಬೆಟ್ಟದ ತಪ್ಪಲಿನಲ್ಲಿ ವಾಹನ ನಿಲುಗಡೆಗೆ ವ್ಯವಸ್ಥೆ ಮಾಡಲಾಗಿದೆ. 15 ಕಿ.ಮೀ. ದೂರದವರೆಗೆ ಭಕ್ತರು ನಡೆದುಕೊಂಡು ಸಾಗುತ್ತಾರೆ. 77 ಮೆಟ್ಟಿಲು ಹತ್ತಿ ದೇವರ ದರ್ಶನ ಪಡೆಯಬಹುದಾಗಿದೆ. [814,1019,927,1040]
col-darshan-body: ನಟ ದರ್ಶನ್ ಅವರ ಆಸ್ತಿಗೆ ದಾಳಿ ನಡೆದಿದೆಯೇ ಎಂಬ ಪ್ರಶ್ನೆ ಮೂಡಿದೆ. ಅಧಿಕಾರಿಗಳು ಮಾತ್ರ ಈ ಬಗ್ಗೆ ಸ್ಪಷ್ಟನೆ ನೀಡಿಲ್ಲ. ಕೆಲವು ಮೂಲಗಳ ಪ್ರಕಾರ ದಾಖಲೆಗಳ ಪರಿಶೀಲನೆ ನಡೆದಿದೆ ಎಂದು ತಿಳಿದುಬಂದಿದೆ. ಈ ಬಗ್ಗೆ ಅಧಿಕೃತ ಮಾಹಿತಿ ಲಭ್ಯವಾಗಿಲ್ಲ. ಒಟ್ಟಾರೆ 6 ವಾರಗಳ ಕಾಲ ಪ್ರಕರಣ ವಿಚಾರಣೆಗೆ ಬರಲಿದೆ ಎಂದು ಹೇಳಲಾಗಿದೆ. ಸಾಮಾನ್ಯ ದೇವಾಲಯ ಇಲಾಖೆ ಅಧಿಕಾರಿಗಳು ಸ್ಥಳಕ್ಕೆ ಭೇಟಿ ನೀಡಿ ಪರಿಶೀಲನೆ ನಡೆಸಿದರು. ದಾಖಲೆಗಳನ್ನು ಪರಿಶೀಲಿಸಿ ವರದಿ ಸಿದ್ಧಪಡಿಸಲಾಗುತ್ತಿದೆ. ಈ ಕುರಿತು ಇನ್ನಷ್ಟು ಮಾಹಿತಿ ಸಂಗ್ರಹಿಸಲಾಗುತ್ತಿದೆ ಎಂದು ಹೇಳಿದ್ದಾರೆ. ಪ್ರಕರಣದ ತನಿಖೆ ಮುಂದುವರಿದಿದೆ. ಅಕ್ರಮ ಕಂಡುಬಂದರೆ ಕಠಿಣ ಕ್ರಮ ಕೈಗೊಳ್ಳಲಾಗುವುದು ಎಂದು ಎಚ್ಚರಿಕೆ ನೀಡಿದ್ದಾರೆ. [186,852,340,937]
story-hasanambe-buses [690,227,933,414]
kicker-from-page-one: ಮೊದಲನೇ ಪುಟದಿಂದ... [187,773,340,790]
col-namadu-body3: ಸುಮಾರು 130 ಎಕ್ಸ್‌ಪ್ರೆಸ್, 1,300 ಪೊಲೀಸ್ ಸಿಬ್ಬಂದಿಯನ್ನು ಭದ್ರತೆಗೆ ನಿಯೋಜಿಸಲಾಗಿದೆ. ಯಾವುದೇ ಅಹಿತಕರ ಘಟನೆ ನಡೆಯದಂತೆ ಎಚ್ಚರ ವಹಿಸಲಾಗಿದೆ ಎಂದು ತಿಳಿಸಿದ್ದಾರೆ. [351,946,505,970]
col-namadu-intro: ಸಾಮಾನ್ಯ ದೇವಾಲಯ ಇಲಾಖೆ ಅಧಿಕಾರಿಗಳು ಸ್ಥಳಕ್ಕೆ ಭೇಟಿ ನೀಡಿ ಪರಿಶೀಲನೆ ನಡೆಸಿದರು. ದಾಖಲೆಗಳನ್ನು ಪರಿಶೀಲಿಸಿ ವರದಿ ಸಿದ್ಧಪಡಿಸಲಾಗುತ್ತಿದೆ. ಈ ಕುರಿತು ಇನ್ನಷ್ಟು ಮಾಹಿತಿ ಸಂಗ್ರಹಿಸಲಾಗುತ್ತಿದೆ ಎಂದು ಹೇಳಿದ್ದಾರೆ. ಪ್ರಕರಣದ ತನಿಖೆ ಮುಂದುವರಿದಿದೆ. ಅಕ್ರಮ ಕಂಡುಬಂದರೆ ಕಠಿಣ ಕ್ರಮ ಕೈಗೊಳ್ಳಲಾಗುವುದು ಎಂದು ಎಚ್ಚರಿಕೆ ನೀಡಿದ್ದಾರೆ. [351,773,505,813]
story-nimma-body2: ತಮ್ಮ ಹೇಳಿಕೆಗಳಿಂದ ಪಕ್ಷಕ್ಕೆ ಮುಜುಗರವಾಗದಂತೆ ನೋಡಿಕೊಳ್ಳಬೇಕು. ಒಗ್ಗಟ್ಟಿನ ಮಂತ್ರ ಜಪಿಸಿ ಮುಂದೆ ಸಾಗಬೇಕು ಎಂದು ಹೇಳಿದರು. ಸರ್ಕಾರದ ಸಾಧನೆಗಳನ್ನು ಜನರಿಗೆ ತಲುಪಿಸುವ ಕೆಲಸ ಮಾಡಬೇಕು ಎಂದು ಸೂಚಿಸಿದರು. [805,178,930,210]
story-cm-body: ಮುಖ್ಯಮಂತ್ರಿ ಅವರು ಕನ್ನಡಿಗರಿಗೆ ರಾಜ್ಯೋತ್ಸವದ ಶುಭಾಶಯ ತಿಳಿಸಿದ್ದಾರೆ. ನಾಡಿನ ಸರ್ವಾಂಗೀಣ ಅಭಿವೃದ್ಧಿಗೆ ಸರ್ಕಾರ ಬದ್ಧ ಎಂದಿದ್ದಾರೆ. [8,1023,175,1039]
story-pm-body: ಕರ್ನಾಟಕ ರಾಜ್ಯೋತ್ಸವ ಸಂದರ್ಭದಲ್ಲಿ ಪ್ರಧಾನಿ ನರೇಂದ್ರ ಮೋದಿ ಅವರು ರಾಜ್ಯದ ಜನತೆಗೆ ಶುಭಾಶಯ ಕೋರಿದ್ದಾರೆ. ಕನ್ನಡ ನಾಡಿನ ಶ್ರೀಮಂತ ಪರಂಪರೆ ಹಾಗೂ ಸಂಸ್ಕೃತಿಯನ್ನು ಶ್ಲಾಘಿಸಿದ್ದಾರೆ. ಕನ್ನಡಿಗರ ಕೊಡುಗೆ ಅಪಾರ ಎಂದಿದ್ದಾರೆ. [8,974,175,998]
col-namadu-headline: ನಮಾದು! [351,818,379,829]
story-devi [687,1053,937,1230]
right-column [683,61,933,761]
col-darshan-headline: ದರ್ಶನ್ ಆಸ್ತಿಗೆ ದಾಳಿಯೇ? [186,839,260,850]
col-namadu-body2: ಎಂದು ಹೇಳಿದ್ದಾರೆ. ಬೆಳಗ್ಗೆ 130 ರಿಂದ 270 ರೂ. ವರೆಗೆ ದರ ನಿಗದಿಪಡಿಸಲಾಗಿದೆ. ಪ್ರಯಾಣಿಕರಿಗೆ ಅನುಕೂಲವಾಗುವಂತೆ ಸಮಯ ನಿಗದಿ ಮಾಡಲಾಗಿದೆ. ಬೆಳಗ್ಗೆ 11:30 ಕ್ಕೆ ಸೇವೆ ಆರಂಭವಾಗಲಿದೆ. ಕಳೆದ ಸಾಲಿನ ಲೆಕ್ಕಾಚಾರದಂತೆ ಸರ್ಕಾರಕ್ಕೆ 50 ಕೋಟಿ ರೂ. ಆದಾಯ ನಿರೀಕ್ಷಿಸಲಾಗಿದೆ. ಈ ಬಾರಿ ಹೆಚ್ಚಿನ ಸಂಖ್ಯೆಯಲ್ಲಿ ಪ್ರಯಾಣಿಕರು ಸೇವೆ ಬಳಸಿಕೊಳ್ಳುವ ನಿರೀಕ್ಷೆ ಇದೆ. [351,888,505,928]
story-kannada-sub: ಎಲ್ಲ ಸಂಸ್ಥೆಗಳು, ಇಲಾಖೆಗಳ ಆವರಣದಲ್ಲಿ [8,789,126,799]
story-shakti-body-a: ಬೆಂಗಳೂರು: ಶಕ್ತಿ ಯೋಜನೆಯನ್ನು ನಿಲ್ಲಿಸಲು ಸರ್ಕಾರ ಹುನ್ನಾರ ನಡೆಸಿದೆ. ಮರು ಪರಿಶೀಲನೆ ಎಂಬುದು ಕೇವಲ ನಾಟಕ ಎಂದು ಮಾಜಿ ಮುಖ್ಯಮಂತ್ರಿ ಎಚ್.ಡಿ ಕುಮಾರಸ್ವಾಮಿ ಆರೋಪಿಸಿದ್ದಾರೆ. ಮಹಿಳೆಯರಿಗೆ ಉಚಿತ ಪ್ರಯಾಣ ಕಲ್ಪಿಸಿದ್ದ ಯೋಜನೆಗೆ ಕತ್ತರಿ ಹಾಕಲು ಮುಂದಾಗಿರುವುದು ಖಂಡನೀಯ ಎಂದಿದ್ದಾರೆ. ಸರ್ಕಾರದ ಬೊಕ್ಕಸ ಖಾಲಿಯಾಗಿದೆ ಎಂಬ ಕಾರಣ ನೀಡಿ ಯೋಜನೆಗಳನ್ನು ಸ್ಥಗಿತಗೊಳಿಸಲು ಹೊರಟಿದೆ. ಜನರಿಗೆ ನೀಡಿದ ಭರವಸೆಗಳನ್ನು ಈಡೇರಿಸಲು ಸಾಧ್ಯವಾಗದೆ ಸರ್ಕಾರ ಸಬೂಬು ಹೇಳುತ್ತಿದೆ. ಗ್ಯಾರಂಟಿ ಯೋಜನೆಗಳ ಹೆಸರಿನಲ್ಲಿ ಜನರನ್ನು ದಾರಿ ತಪ್ಪಿಸಲಾಗಿದೆ ಎಂದು ಟೀಕಿಸಿದ್ದಾರೆ. ಅಭಿವೃದ್ಧಿ ಕಾರ್ಯಗಳಿಗೆ ಹಣವಿಲ್ಲದೆ ರಾಜ್ಯ ಸಂಕಷ್ಟದಲ್ಲಿದೆ ಎಂದು ಹೇಳಿದ್ದಾರೆ. ಮಹಿಳೆಯರ ಪ್ರಯಾಣಕ್ಕೆ ತೊಂದರೆಯಾಗದಂತೆ ಯೋಜನೆ ಮುಂದುವರಿಸಬೇಕು ಎಂದು ಒತ್ತಾಯಿಸಿದ್ದಾರೆ. [437,328,513,516]
page-number: 2 [8,6,42,48]
story-suvarna-headline: ಸುವರ್ಣ ಮಹೋತ್ಸವ ಪ್ರಶಸ್ತಿ ಮೊತ್ತ 50 ಸಾವಿರದಿಂದ 1 ಲಕ್ಷಕ್ಕೆ ಏರಿಕೆ [189,291,424,321]
top-zone [8,61,937,761]
masthead [8,6,937,56]
story-marata-headline: ಮಾರಾಟಕ್ಕೆ ಮರುಚಾಲನೆ [8,1049,90,1062]
col-darshan-body-pre: ಸಾಮಾನ್ಯ ದೇವಾಲಯ ಇಲಾಖೆ ಅಧಿಕಾರಿಗಳು ಸ್ಥಳಕ್ಕೆ ಭೇಟಿ ನೀಡಿ ಪರಿಶೀಲನೆ ನಡೆಸಿದರು. ದಾಖಲೆಗಳನ್ನು ಪರಿಶೀಲಿಸಿ ವರದಿ ಸಿದ್ಧಪಡಿಸಲಾಗುತ್ತಿದೆ. ಈ ಕುರಿತು ಇನ್ನಷ್ಟು ಮಾಹಿತಿ ಸಂಗ್ರಹಿಸಲಾಗುತ್ತಿದೆ ಎಂದು ಹೇಳಿದ್ದಾರೆ. ಪ್ರಕರಣದ ತನಿಖೆ ಮುಂದುವರಿದಿದೆ. ಅಕ್ರಮ ಕಂಡುಬಂದರೆ ಕಠಿಣ ಕ್ರಮ ಕೈಗೊಳ್ಳಲಾಗುವುದು ಎಂದು ಎಚ್ಚರಿಕೆ ನೀಡಿದ್ದಾರೆ. [186,794,340,834]
story-contaminated-water [8,385,176,463]
